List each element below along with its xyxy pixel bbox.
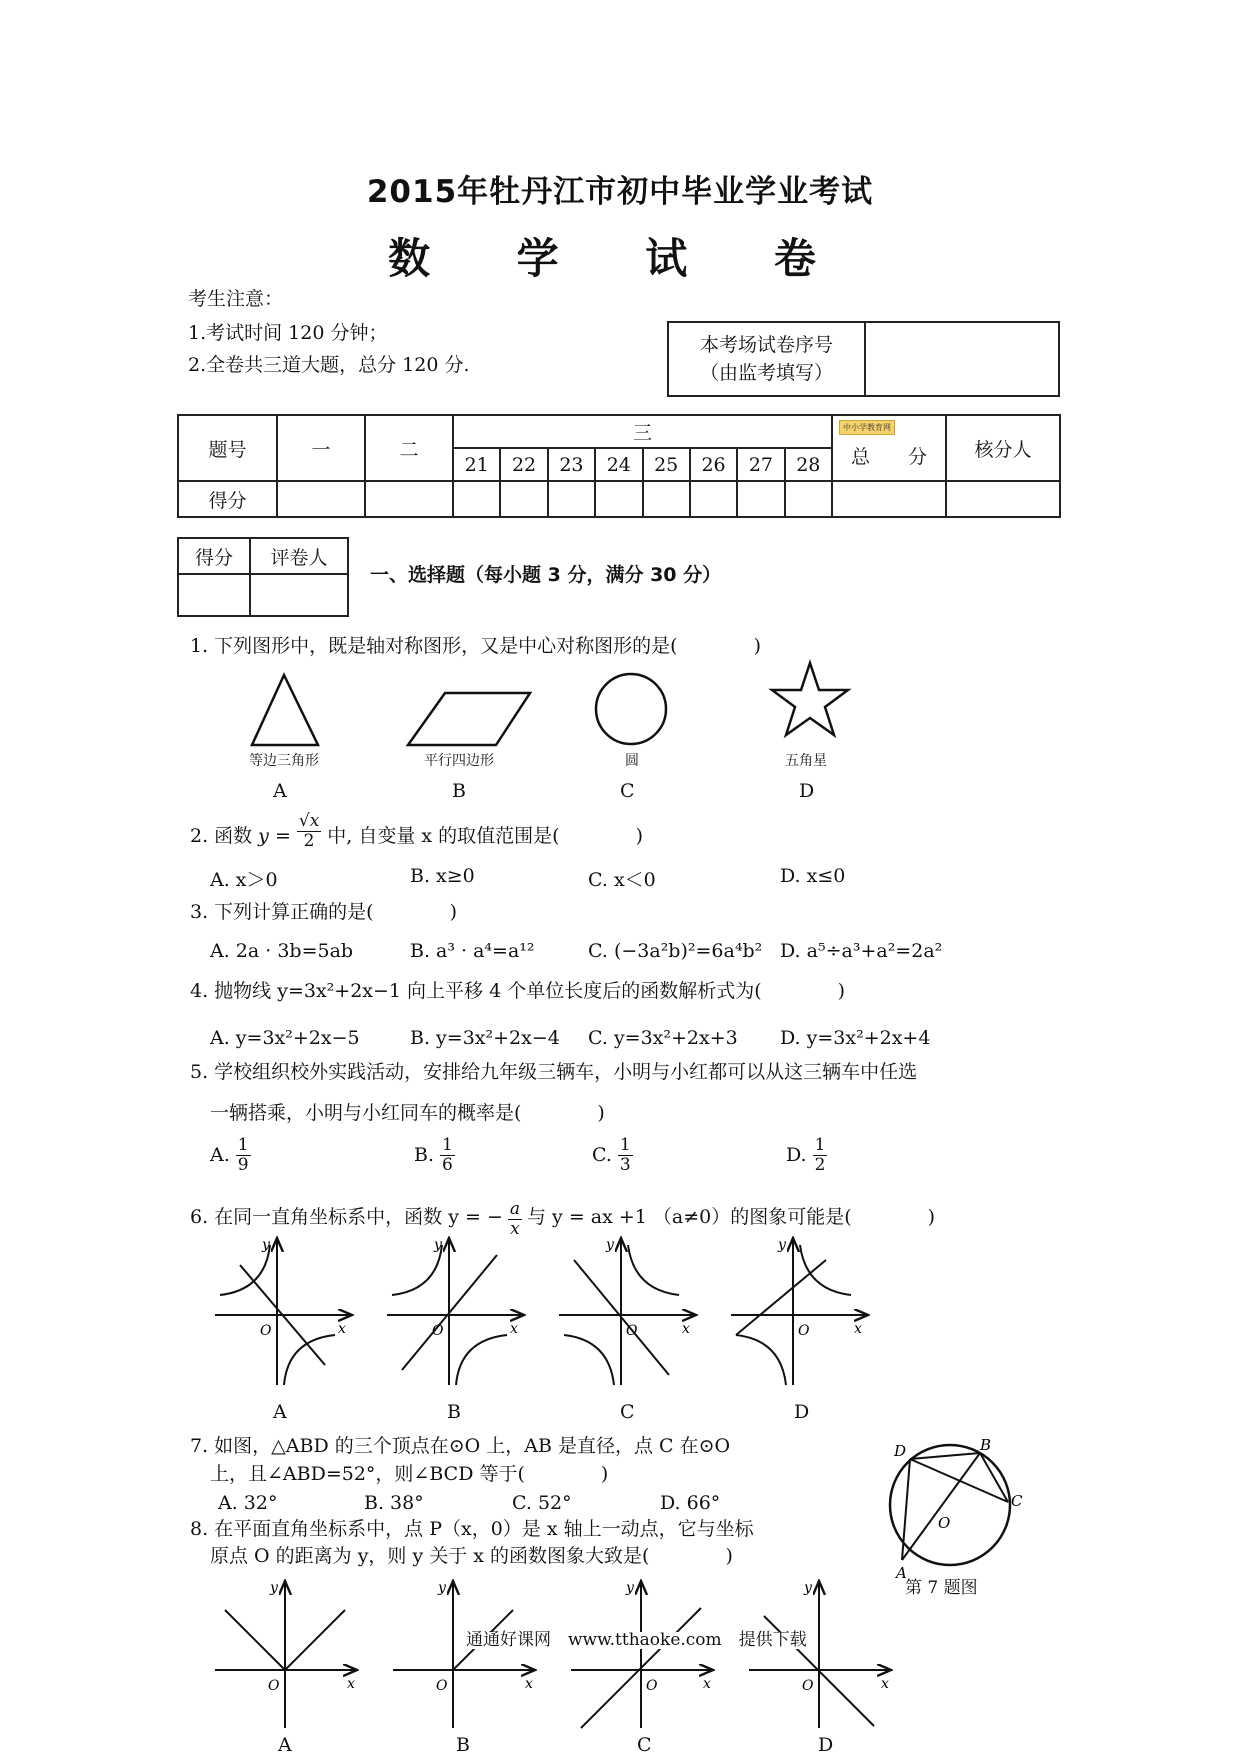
q2-fraction: $\frac{√x}{2}$: [298, 811, 320, 851]
q8-line1: 8. 在平面直角坐标系中，点 P（x，0）是 x 轴上一动点，它与坐标: [190, 1518, 754, 1540]
svg-text:O: O: [626, 1323, 638, 1339]
notice-heading: 考生注意：: [188, 288, 284, 310]
score-cell[interactable]: [500, 481, 547, 517]
subcol-24: 24: [595, 448, 642, 481]
q8-line2: 原点 O 的距离为 y，则 y 关于 x 的函数图象大致是( ): [210, 1545, 733, 1567]
q4-option-a[interactable]: A. y=3x²+2x−5: [210, 1027, 360, 1049]
exam-title: 2015年牡丹江市初中毕业学业考试: [366, 174, 874, 210]
score-cell[interactable]: [548, 481, 595, 517]
q2-option-a[interactable]: A. x＞0: [210, 869, 278, 891]
q7-option-b[interactable]: B. 38°: [364, 1492, 424, 1514]
q1-option-a[interactable]: A: [273, 780, 287, 802]
q6-fraction: $\frac{a}{x}$: [509, 1199, 521, 1239]
subcol-25: 25: [643, 448, 690, 481]
q2-option-d[interactable]: D. x≤0: [780, 865, 846, 887]
svg-text:y: y: [626, 1580, 634, 1596]
q5-option-b[interactable]: B. $\frac{1}{6}$: [414, 1135, 453, 1175]
q3-option-d[interactable]: D. a⁵÷a³+a²=2a²: [780, 940, 943, 962]
svg-text:y: y: [434, 1237, 442, 1253]
subcol-27: 27: [737, 448, 784, 481]
q8-graph-b: [393, 1580, 533, 1728]
svg-text:O: O: [268, 1678, 280, 1694]
notice-line1: 1.考试时间 120 分钟；: [188, 322, 388, 344]
q6a-y-label: y: [262, 1237, 270, 1253]
q7-line1: 7. 如图，△ABD 的三个顶点在⊙O 上，AB 是直径，点 C 在⊙O: [190, 1435, 731, 1457]
q6-option-a[interactable]: A: [273, 1401, 287, 1423]
q6-option-b[interactable]: B: [447, 1401, 461, 1423]
q8-option-c[interactable]: C: [637, 1734, 652, 1756]
score-row-label: 得分: [178, 481, 277, 517]
svg-text:O: O: [802, 1678, 814, 1694]
score-table-header: 题号: [178, 415, 277, 481]
subcol-26: 26: [690, 448, 737, 481]
svg-text:y: y: [778, 1237, 786, 1253]
q7-circle: [890, 1445, 1010, 1565]
score-cell[interactable]: [643, 481, 690, 517]
q7-option-a[interactable]: A. 32°: [218, 1492, 278, 1514]
svg-text:x: x: [703, 1676, 711, 1692]
subcol-23: 23: [548, 448, 595, 481]
serial-note: （由监考填写）: [699, 362, 833, 384]
svg-text:D: D: [894, 1442, 907, 1460]
serial-label: 本考场试卷序号: [699, 333, 833, 356]
q7-option-c[interactable]: C. 52°: [512, 1492, 572, 1514]
serial-input-cell[interactable]: [865, 322, 1059, 396]
svg-text:C: C: [1011, 1492, 1023, 1510]
star-shape: [772, 663, 848, 735]
col-checker: 核分人: [946, 415, 1060, 481]
q6a-origin: O: [260, 1323, 272, 1339]
q8-option-a[interactable]: A: [278, 1734, 292, 1756]
score-cell[interactable]: [690, 481, 737, 517]
score-cell[interactable]: [277, 481, 365, 517]
score-cell[interactable]: [737, 481, 784, 517]
triangle-shape: [252, 675, 318, 745]
q5-option-a[interactable]: A. $\frac{1}{9}$: [210, 1135, 249, 1175]
q3-option-a[interactable]: A. 2a · 3b=5ab: [210, 940, 354, 962]
q7-option-d[interactable]: D. 66°: [660, 1492, 721, 1514]
q1-shapes: [240, 673, 860, 753]
q8-graphs: [210, 1578, 910, 1728]
q2-option-c[interactable]: C. x＜0: [588, 869, 656, 891]
q6-option-c[interactable]: C: [620, 1401, 635, 1423]
svg-text:x: x: [525, 1676, 533, 1692]
q8-graph-a: [215, 1580, 355, 1728]
grader-name-label: 评卷人: [250, 538, 348, 574]
svg-text:x: x: [682, 1321, 690, 1337]
q3-stem: 3. 下列计算正确的是( ): [190, 901, 457, 923]
svg-text:y: y: [606, 1237, 614, 1253]
score-cell[interactable]: [595, 481, 642, 517]
svg-text:x: x: [510, 1321, 518, 1337]
col-section2: 二: [365, 415, 453, 481]
svg-text:A: A: [896, 1564, 907, 1582]
q2-stem: 2. 函数 y = $\frac{√x}{2}$ 中, 自变量 x 的取值范围是( ): [190, 811, 643, 851]
circle-shape: [596, 674, 666, 744]
q1-caption-d: 五角星: [785, 753, 827, 769]
q4-option-d[interactable]: D. y=3x²+2x+4: [780, 1027, 931, 1049]
q6-stem: 6. 在同一直角坐标系中，函数 y = − $\frac{a}{x}$ 与 y = ax +1 （a≠0）的图象可能是( ): [190, 1199, 936, 1239]
q4-option-c[interactable]: C. y=3x²+2x+3: [588, 1027, 738, 1049]
subcol-28: 28: [785, 448, 832, 481]
q1-option-b[interactable]: B: [452, 780, 466, 802]
q3-option-b[interactable]: B. a³ · a⁴=a¹²: [410, 940, 535, 962]
score-cell[interactable]: [453, 481, 500, 517]
score-cell[interactable]: [946, 481, 1060, 517]
q7-figure-caption: 第 7 题图: [905, 1578, 978, 1598]
subcol-22: 22: [500, 448, 547, 481]
score-cell[interactable]: [365, 481, 453, 517]
q6-graph-b: [387, 1237, 522, 1385]
q5-line2: 一辆搭乘，小明与小红同车的概率是( ): [210, 1102, 605, 1124]
q6-option-d[interactable]: D: [794, 1401, 810, 1423]
svg-text:O: O: [938, 1514, 951, 1532]
q1-caption-a: 等边三角形: [249, 753, 319, 769]
svg-text:B: B: [980, 1436, 992, 1454]
col-total: 总 分: [850, 445, 927, 468]
q8-graph-c: [571, 1580, 711, 1728]
grader-score-label: 得分: [178, 538, 250, 574]
q8-option-b[interactable]: B: [456, 1734, 470, 1756]
q7-figure: [880, 1436, 1030, 1582]
svg-text:y: y: [438, 1580, 446, 1596]
score-cell[interactable]: [785, 481, 832, 517]
svg-text:O: O: [432, 1323, 444, 1339]
q6-graphs: [210, 1235, 890, 1395]
svg-text:x: x: [347, 1676, 355, 1692]
q1-option-d[interactable]: D: [799, 780, 815, 802]
col-section1: 一: [277, 415, 365, 481]
q1-caption-b: 平行四边形: [424, 753, 494, 769]
q4-stem: 4. 抛物线 y=3x²+2x−1 向上平移 4 个单位长度后的函数解析式为( ): [190, 980, 846, 1002]
svg-text:O: O: [436, 1678, 448, 1694]
q4-option-b[interactable]: B. y=3x²+2x−4: [410, 1027, 560, 1049]
notice-line2: 2.全卷共三道大题，总分 120 分.: [188, 354, 470, 376]
watermark-badge: 中小学教育网: [839, 420, 895, 435]
footer-watermark: 通通好课网 www.tthaoke.com 提供下载: [462, 1632, 811, 1649]
grader-box: [177, 537, 349, 617]
parallelogram-shape: [408, 693, 530, 745]
q6-graph-c: [559, 1237, 694, 1385]
subcol-21: 21: [453, 448, 500, 481]
q3-option-c[interactable]: C. (−3a²b)²=6a⁴b²: [588, 940, 763, 962]
q8-graph-d: [749, 1580, 889, 1728]
q1-stem: 1. 下列图形中，既是轴对称图形，又是中心对称图形的是( ): [190, 635, 761, 657]
q6-graph-a: [215, 1237, 350, 1385]
q8-option-d[interactable]: D: [818, 1734, 834, 1756]
exam-subtitle: 数 学 试 卷: [388, 234, 852, 283]
score-cell[interactable]: [832, 481, 946, 517]
q5-line1: 5. 学校组织校外实践活动，安排给九年级三辆车，小明与小红都可以从这三辆车中任选: [190, 1061, 918, 1083]
svg-text:x: x: [881, 1676, 889, 1692]
q2-option-b[interactable]: B. x≥0: [410, 865, 475, 887]
grader-name-cell[interactable]: [250, 574, 348, 616]
section1-heading: 一、选择题（每小题 3 分，满分 30 分）: [370, 564, 722, 586]
svg-text:y: y: [804, 1580, 812, 1596]
q6a-x-label: x: [338, 1321, 346, 1337]
q5-option-c[interactable]: C. $\frac{1}{3}$: [592, 1135, 631, 1175]
svg-text:O: O: [646, 1678, 658, 1694]
q1-caption-c: 圆: [625, 753, 639, 769]
q1-option-c[interactable]: C: [620, 780, 635, 802]
q5-option-d[interactable]: D. $\frac{1}{2}$: [786, 1135, 826, 1175]
svg-text:O: O: [798, 1323, 810, 1339]
svg-text:x: x: [854, 1321, 862, 1337]
serial-box: [667, 321, 1060, 397]
q6-graph-d: [731, 1237, 866, 1385]
score-table: [177, 414, 1061, 518]
col-section3: 三: [453, 415, 832, 448]
svg-text:y: y: [270, 1580, 278, 1596]
grader-score-cell[interactable]: [178, 574, 250, 616]
q7-line2: 上，且∠ABD=52°，则∠BCD 等于( ): [210, 1463, 609, 1485]
